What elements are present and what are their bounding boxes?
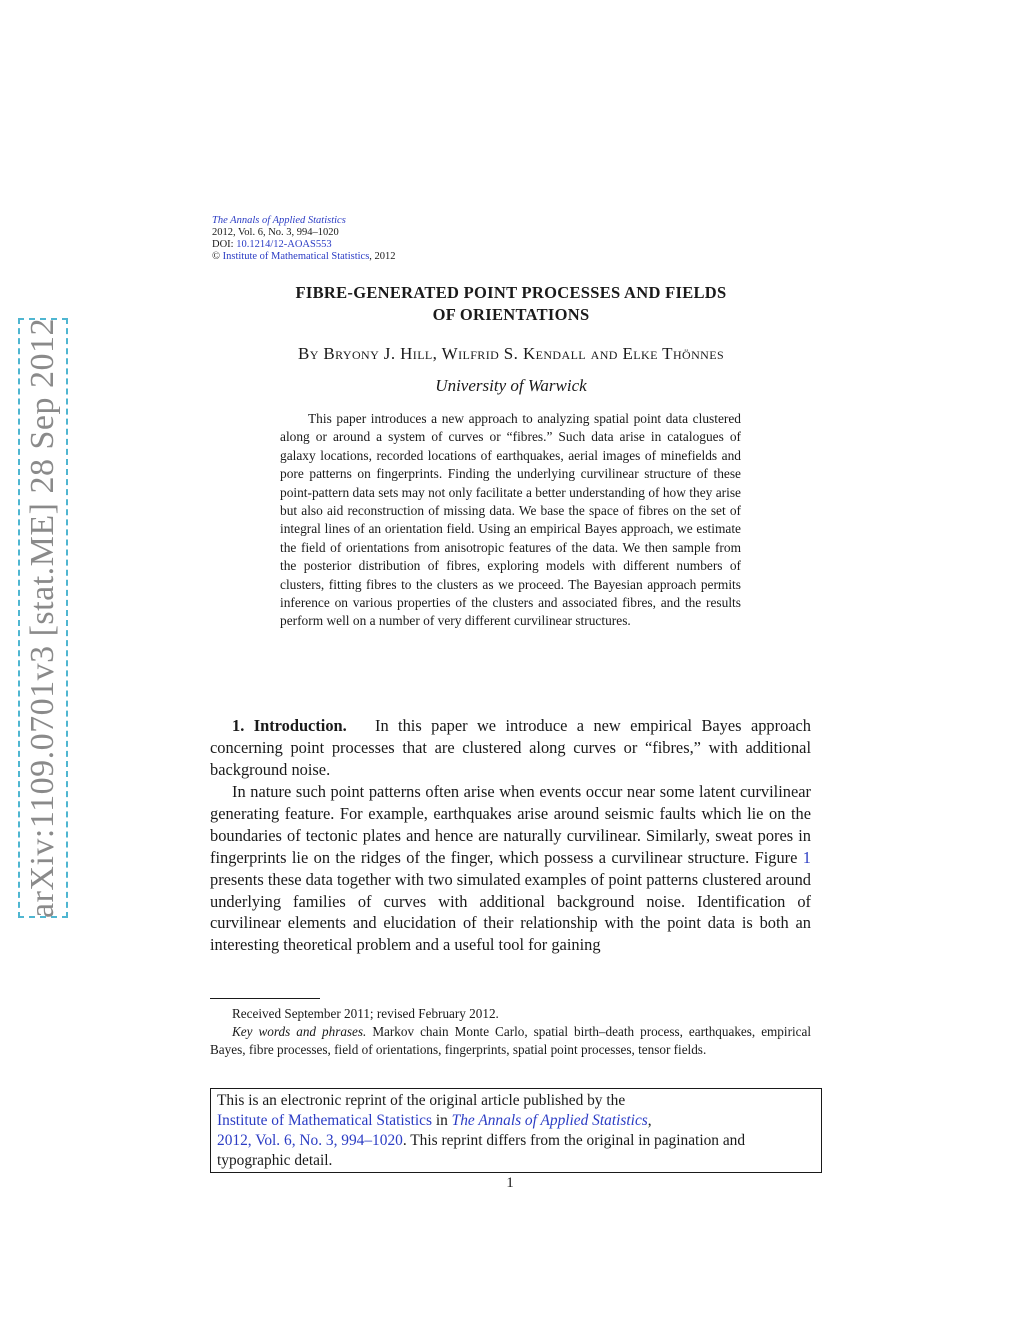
reprint-line-3: 2012, Vol. 6, No. 3, 994–1020. This reprint differs from the original in pagination and typographic detail. <box>217 1132 746 1169</box>
intro-paragraph-1: 1. Introduction. In this paper we introduce a new empirical Bayes approach concerning point processes that are clustered along curves or “fibres,” with additional background noise. <box>210 716 812 779</box>
title-line-1: FIBRE-GENERATED POINT PROCESSES AND FIELDS <box>295 283 727 302</box>
citation-link[interactable]: 2012, Vol. 6, No. 3, 994–1020 <box>217 1132 403 1149</box>
authors: By Bryony J. Hill, Wilfrid S. Kendall and Elke Thönnes <box>297 344 725 363</box>
publisher-link[interactable]: Institute of Mathematical Statistics <box>217 1112 432 1129</box>
keywords: Key words and phrases. Markov chain Monte Carlo, spatial birth–death process, earthquakes, empirical Bayes, fibre processes, field of orientations, fingerprints, spatial point processes, tensor fields. <box>210 1024 811 1057</box>
footnotes <box>210 1005 811 1059</box>
paper-title <box>212 282 810 326</box>
affiliation: University of Warwick <box>435 376 587 395</box>
title-line-2: OF ORIENTATIONS <box>432 305 590 324</box>
ims-link[interactable]: Institute of Mathematical Statistics <box>222 251 370 262</box>
page-number: 1 <box>506 1175 514 1191</box>
journal-name[interactable]: The Annals of Applied Statistics <box>212 215 346 226</box>
abstract: This paper introduces a new approach to analyzing spatial point data clustered along or around a system of curves or “fibres.” Such data arise in catalogues of galaxy locations, recorded locations of earthquakes, aerial images of minefields and pore patterns on fingerprints. Finding the underlying curvilinear structure of these point-pattern data sets may not only facilitate a better understanding of how they arise but also aid reconstruction of missing data. We base the space of fibres on the set of integral lines of an orientation field. Using an empirical Bayes approach, we estimate the field of orientations from anisotropic features of the data. We then sample from the posterior distribution of fibres, exploring models with different numbers of clusters, fitting fibres to the clusters as we proceed. The Bayesian approach permits inference on various properties of the clusters and associated fibres, and the results perform well on a number of very different curvilinear structures. <box>280 411 741 629</box>
intro-paragraph-2: In nature such point patterns often arise when events occur near some latent curvilinear generating feature. For example, earthquakes arise around seismic faults which lie on the boundaries of tectonic plates and hence are naturally curvilinear. Similarly, sweat pores in fingerprints lie on the ridges of the finger, which possess a curvilinear structure. Figure 1 presents these data together with two simulated examples of point patterns clustered around underlying families of curves with additional background noise. Identification of curvilinear elements and elucidation of their relationship with the point data is both an interesting theoretical problem and a useful tool for gaining <box>210 782 811 955</box>
journal-doi: DOI: 10.1214/12-AOAS553 <box>212 239 332 250</box>
arxiv-identifier[interactable]: arXiv:1109.0701v3 [stat.ME] 28 Sep 2012 <box>18 318 68 918</box>
reprint-line-2: Institute of Mathematical Statistics in The Annals of Applied Statistics, <box>217 1112 652 1129</box>
journal-volume: 2012, Vol. 6, No. 3, 994–1020 <box>212 227 339 238</box>
section-heading: 1. Introduction. <box>232 716 347 735</box>
footnote-rule <box>210 998 320 999</box>
figure-1-link[interactable]: 1 <box>802 847 811 867</box>
reprint-notice <box>210 1088 822 1173</box>
journal-copyright: © Institute of Mathematical Statistics, 2012 <box>212 251 396 262</box>
doi-link[interactable]: 10.1214/12-AOAS553 <box>236 239 332 250</box>
reprint-line-1: This is an electronic reprint of the original article published by the <box>217 1092 626 1109</box>
journal-header <box>212 215 396 263</box>
received-dates: Received September 2011; revised February 2012. <box>232 1006 499 1021</box>
journal-link[interactable]: The Annals of Applied Statistics <box>451 1112 648 1129</box>
arxiv-stamp <box>18 318 68 918</box>
